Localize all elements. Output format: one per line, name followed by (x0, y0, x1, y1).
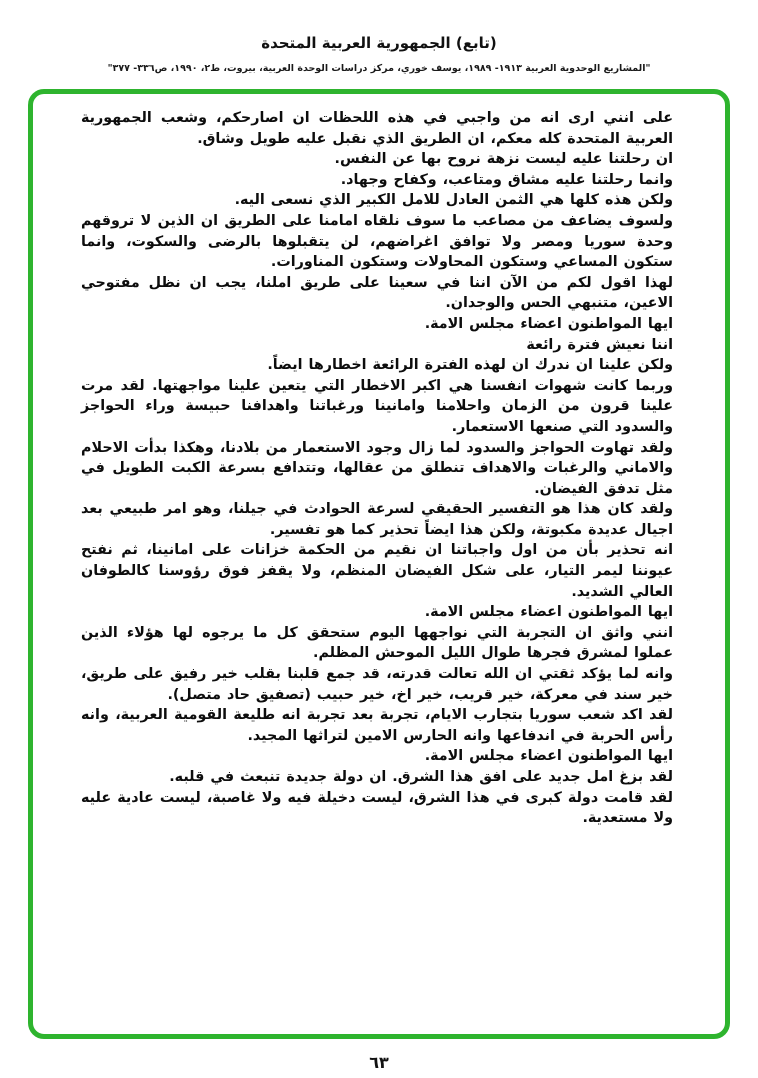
paragraph-list (81, 108, 673, 829)
paragraph: انني واثق ان التجربة التي نواجهها اليوم ستحقق كل ما يرجوه لها هؤلاء الذين عملوا لمشرق فجرها طوال الليل الموحش المظلم. (81, 624, 673, 662)
paragraph: انه تحذير بأن من اول واجباتنا ان نقيم من الحكمة خزانات على امانينا، ثم نفتح عيوننا ليمر التيار، على شكل الفيضان المنظم، ولا يقفز فوق رؤوسنا كالطوفان العالي الشديد. (81, 542, 673, 600)
paragraph: على انني ارى انه من واجبي في هذه اللحظات ان اصارحكم، وشعب الجمهورية العربية المتحدة كله معكم، ان الطريق الذي نقبل عليه طويل وشاق. (81, 110, 673, 147)
paragraph: لقد اكد شعب سوريا بتجارب الايام، تجربة بعد تجربة انه طليعة القومية العربية، وانه رأس الحربة في اندفاعها وانه الحارس الامين لتراثها المجيد. (81, 707, 673, 744)
paragraph: ان رحلتنا عليه ليست نزهة نروح بها عن النفس. (334, 151, 673, 168)
paragraph: وربما كانت شهوات انفسنا هي اكبر الاخطار التي يتعين علينا مواجهتها. لقد مرت علينا قرون من الزمان واحلامنا وامانينا ورغباتنا واهدافنا حبيسة وراء الحواجز والسدود التي صنعها الاستعمار. (81, 377, 673, 435)
paragraph: ايها المواطنون اعضاء مجلس الامة. (424, 604, 673, 621)
page-title: (تابع) الجمهورية العربية المتحدة (261, 34, 497, 52)
page-number: ٦٣ (369, 1053, 389, 1072)
paragraph: وانه لما يؤكد ثقتي ان الله تعالت قدرته، قد جمع قلبنا بقلب خير رفيق على طريق، خير سند في معركة، خير قريب، خير اخ، خير حبيب (تصفيق حاد متصل). (81, 666, 673, 703)
paragraph: ايها المواطنون اعضاء مجلس الامة. (424, 748, 673, 765)
paragraph: ولسوف يضاعف من مصاعب ما سوف نلقاه امامنا على الطريق ان الذين لا تروقهم وحدة سوريا ومصر ولا توافق اغراضهم، لن يتقبلوها بالرضى والسكوت، وانما ستكون المساعي وستكون المحاولات وستكون المناورات. (81, 212, 673, 271)
page-header (0, 0, 758, 74)
citation-line: "المشاريع الوحدوية العربية ١٩١٣- ١٩٨٩، يوسف خوري، مركز دراسات الوحدة العربية، بيروت، ط٢، ١٩٩٠، ص٣٣٦- ٣٧٧" (107, 63, 651, 74)
paragraph: ولكن هذه كلها هي الثمن العادل للامل الكبير الذي نسعى اليه. (234, 192, 673, 209)
paragraph: ولقد تهاوت الحواجز والسدود لما زال وجود الاستعمار من بلادنا، وهكذا بدأت الاحلام والاماني والرغبات والاهداف تنطلق من عقالها، وتتدافع بسرعة الكبت الطويل في مثل تدفق الفيضان. (81, 439, 673, 497)
paragraph: ولكن علينا ان ندرك ان لهذه الفترة الرائعة اخطارها ايضاً. (267, 357, 673, 374)
paragraph: ايها المواطنون اعضاء مجلس الامة. (424, 315, 673, 332)
paragraph: لهذا اقول لكم من الآن اننا في سعينا على طريق املنا، يجب ان نظل مفتوحي الاعين، متنبهي الحس والوجدان. (81, 274, 673, 312)
paragraph: لقد قامت دولة كبرى في هذا الشرق، ليست دخيلة فيه ولا غاصبة، ليست عادية عليه ولا مستعدية. (81, 789, 673, 827)
paragraph: اننا نعيش فترة رائعة (526, 336, 673, 353)
page-footer (0, 1053, 758, 1072)
paragraph: لقد بزغ امل جديد على افق هذا الشرق. ان دولة جديدة تنبعث في قلبه. (169, 769, 673, 785)
green-bordered-text-box (28, 89, 730, 1039)
paragraph: وانما رحلتنا عليه مشاق ومتاعب، وكفاح وجهاد. (340, 171, 673, 188)
paragraph: ولقد كان هذا هو التفسير الحقيقي لسرعة الحوادث في جيلنا، وهو امر طبيعي بعد اجيال عديدة مكبوتة، ولكن هذا ايضاً تحذير كما هو تفسير. (81, 501, 673, 538)
